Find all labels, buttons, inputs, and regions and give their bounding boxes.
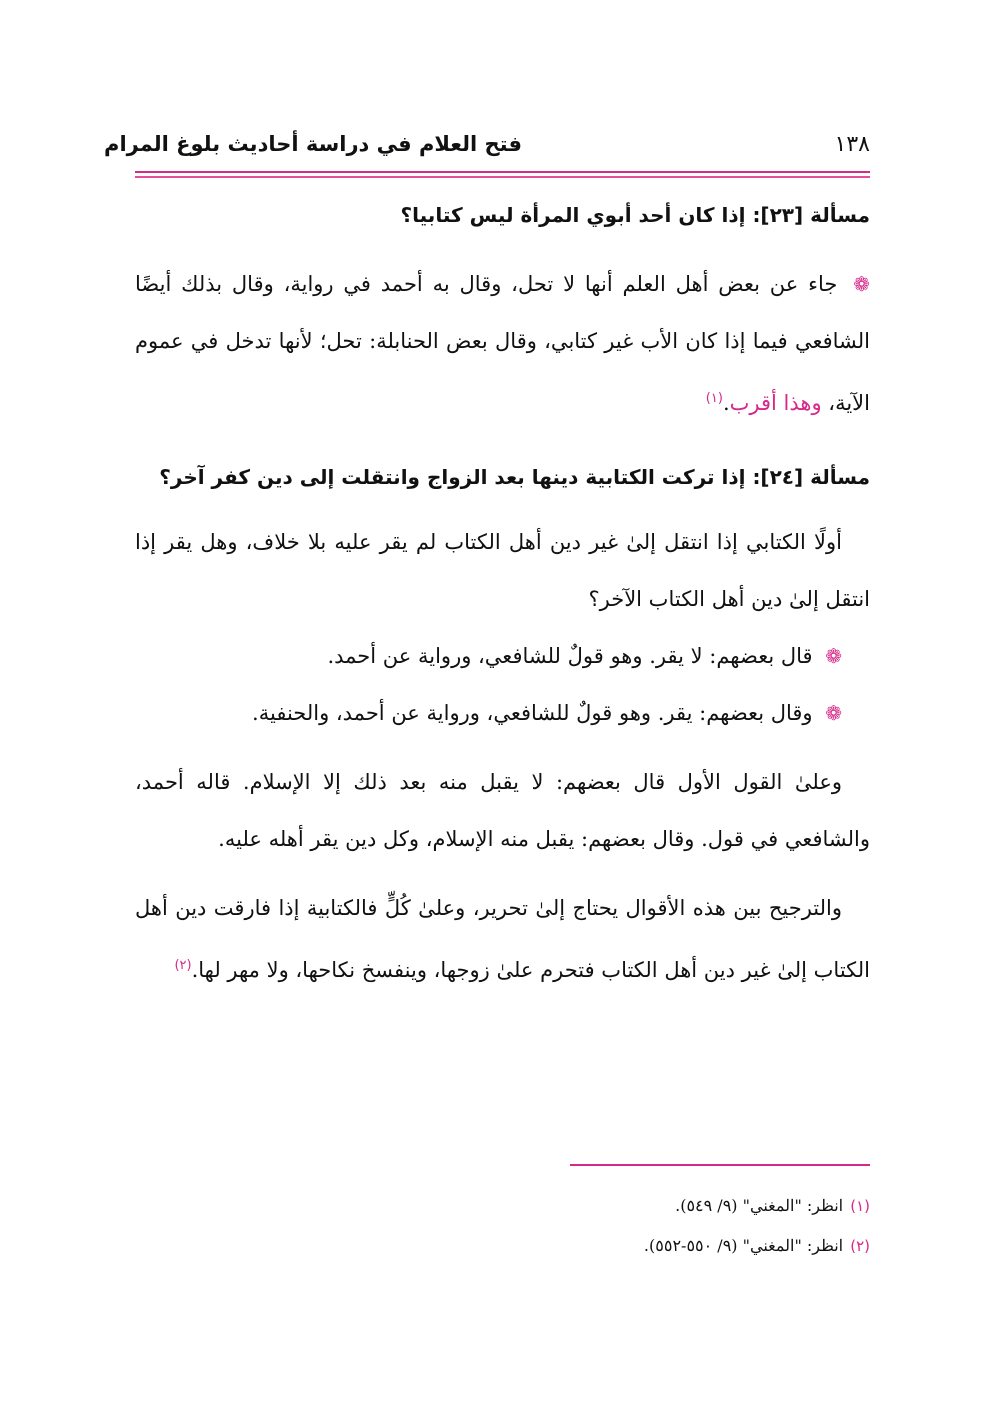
footnote-2-number: (٢)	[850, 1237, 870, 1255]
header-rule-top	[135, 171, 870, 173]
header-rule-bottom	[135, 176, 870, 178]
answer-23-highlight: وهذا أقرب	[729, 391, 822, 415]
question-24-text: إذا تركت الكتابية دينها بعد الزواج وانتقلت إلى دين كفر آخر؟	[159, 465, 746, 489]
opinion-2-item	[135, 685, 870, 742]
footnote-1-number: (١)	[850, 1197, 870, 1215]
page-number: ١٣٨	[834, 132, 870, 157]
question-23-text: إذا كان أحد أبوي المرأة ليس كتابيا؟	[400, 203, 746, 227]
question-23-heading	[135, 190, 870, 240]
running-title: فتح العلام في دراسة أحاديث بلوغ المرام	[104, 132, 522, 156]
footnote-1-text: انظر: "المغني" (٩/ ٥٤٩).	[675, 1196, 844, 1215]
footnote-separator	[570, 1164, 870, 1166]
opinion-1-text: قال بعضهم: لا يقر. وهو قولٌ للشافعي، ورواية عن أحمد.	[327, 644, 813, 668]
flower-bullet-icon: ❁	[853, 272, 870, 296]
page-body	[135, 190, 870, 999]
page-header	[104, 124, 870, 168]
flower-bullet-icon: ❁	[825, 701, 842, 725]
opinion-2-text: وقال بعضهم: يقر. وهو قولٌ للشافعي، ورواية عن أحمد، والحنفية.	[252, 701, 813, 725]
opinion-1-item	[135, 628, 870, 685]
footnote-ref-2[interactable]: (٢)	[174, 958, 192, 973]
footnotes	[135, 1186, 870, 1266]
footnote-ref-1[interactable]: (١)	[705, 391, 723, 406]
first-opinion-details: وعلىٰ القول الأول قال بعضهم: لا يقبل منه بعد ذلك إلا الإسلام. قاله أحمد، والشافعي في قول. وقال بعضهم: يقبل منه الإسلام، وكل دين يقر أهله عليه.	[135, 770, 870, 851]
answer-23-end: .	[722, 391, 730, 415]
conclusion-text: والترجيح بين هذه الأقوال يحتاج إلىٰ تحرير، وعلىٰ كُلٍّ فالكتابية إذا فارقت دين أهل الكتاب إلىٰ غير دين أهل الكتاب فتحرم علىٰ زوجها، وينفسخ نكاحها، ولا مهر لها.	[135, 896, 870, 982]
conclusion-paragraph	[135, 880, 870, 999]
answer-24-intro: أولًا الكتابي إذا انتقل إلىٰ غير دين أهل الكتاب لم يقر عليه بلا خلاف، وهل يقر إذا انتقل إلىٰ دين أهل الكتاب الآخر؟	[135, 530, 870, 611]
footnote-2-text: انظر: "المغني" (٩/ ٥٥٠-٥٥٢).	[643, 1236, 844, 1255]
question-24-label: مسألة [٢٤]:	[752, 465, 870, 489]
answer-23-paragraph	[135, 256, 870, 432]
question-23-label: مسألة [٢٣]:	[752, 203, 870, 227]
footnote-1	[135, 1186, 870, 1226]
answer-23-text: جاء عن بعض أهل العلم أنها لا تحل، وقال به أحمد في رواية، وقال بذلك أيضًا الشافعي فيما إذا كان الأب غير كتابي، وقال بعض الحنابلة: تحل؛ لأنها تدخل في عموم الآية،	[135, 272, 870, 415]
question-24-heading	[135, 452, 870, 502]
flower-bullet-icon: ❁	[825, 644, 842, 668]
footnote-2	[135, 1226, 870, 1266]
